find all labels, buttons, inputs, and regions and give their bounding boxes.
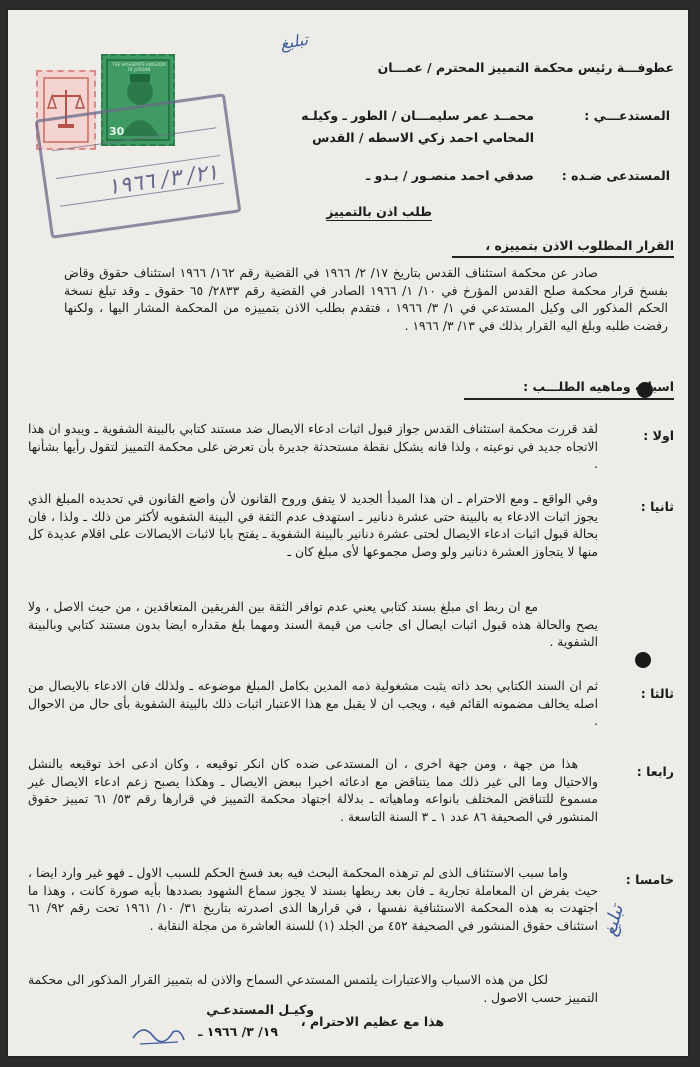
plaintiff-line-1: محمــد عمر سليمـــان / الطور ـ وكيلـه bbox=[301, 108, 534, 123]
reason-label-2: ثانيا : bbox=[640, 499, 674, 514]
defendant-label: المستدعى ضـده : bbox=[561, 168, 670, 183]
reason-text-4: هذا من جهة ، ومن جهة اخرى ، ان المستدعى ضده كان انكر توقيعه ، وكان ادعى اخذ توقيعه بالنشل والاحتيال وما الى غير ذلك مما يتناقض مع ادعائه اخيرا ببعض الايصال ـ وهكذا يصبح زعم ادعاء الايصال غير مسموع للتناقض المختلف بانواعه وماهياته ـ بدلالة اجتهاد محكمة التمييز في قرارها رقم ٥٣/ ٦١ تمييز حقوق المنشور في الصحيفة ٨٦ عدد ١ ـ ٣ السنة التاسعة . bbox=[28, 757, 598, 824]
rubber-stamp-date: ٢١/ ٣/ ١٩٦٦ bbox=[106, 160, 220, 201]
request-title: طلب اذن بالتمييز bbox=[326, 204, 432, 219]
plaintiff-line-2: المحامي احمد زكي الاسطه / القدس bbox=[312, 130, 534, 145]
plaintiff-label: المستدعـــي : bbox=[584, 108, 670, 123]
closing-request: لكل من هذه الاسباب والاعتبارات يلتمس المستدعي السماح والاذن له بتمييز القرار المذكور الى محكمة التمييز حسب الاصول . bbox=[28, 973, 598, 1005]
reason-text-3: ثم ان السند الكتابي بحد ذاته يثبت مشغولية ذمه المدين بكامل المبلغ موضوعه ـ ولذلك فان الادعاء بالايصال من اصله يخالف مضمونه القائم فيه ، ويجب ان لا يقبل مع هذا الاعتبار اثبات ذلك بالبينة الشفوية بأى حال من الاحوال . bbox=[28, 679, 598, 728]
salutation: هذا مع عظيم الاحترام ، bbox=[300, 1014, 444, 1029]
stamp-value: 30 bbox=[109, 125, 125, 138]
handwritten-note-margin: تبليغ bbox=[599, 902, 628, 939]
reason-text-5: واما سبب الاستئناف الذى لم ترهذه المحكمة البحث فيه بعد فسخ الحكم للسبب الاول ـ فهو غير وارد ايضا ، حيث بفرض ان المعاملة تجارية ـ فان بعد ربطها بسند لا يجوز سماع الشهود بصددها بأيه صورة كانت ، وهذا ما اجتهدت به هذه المحكمة الاستئنافية نفسها ، في قرارها الذى اصدرته بتاريخ ٣١/ ١٠/ ١٩٦١ تحت رقم ٩٢/ ٦١ استئناف حقوق المنشور في الصحيفة ٤٥٢ من الجلد (١) للسنة العاشرة من مجلة النقابة . bbox=[28, 866, 598, 933]
reason-text-1: لقد قررت محكمة استئناف القدس جواز قبول اثبات ادعاء الايصال ضد مستند كتابي بالبينة الشفوية ـ ويبدو ان هذا الاتجاه جديد في نوعيته ، ولذا فانه يشكل نقطة مستحدثة جديرة بأن تعرض على محكمة التمييز لتقول رأيها بشأنها . bbox=[28, 422, 598, 471]
reason-label-1: اولا : bbox=[643, 428, 674, 443]
reason-label-5: خامسا : bbox=[625, 872, 674, 887]
decision-body: صادر عن محكمة استئناف القدس بتاريخ ١٧/ ٢/ ١٩٦٦ في القضية رقم ١٦٢/ ١٩٦٦ استئناف حقوق وقاض بفسخ قرار محكمة صلح القدس المؤرخ في ١٠/ ١/ ١٩٦٦ الصادر في القضية رقم ٢٨٣٣/ ٦٥ حقوق ـ وقد تبلغ نسخة الحكم المذكور الى وكيل المستدعي في ١/ ٣/ ١٩٦٦ ، فتقدم بطلب الاذن بتمييزه من المحكمة المشار اليها ، ولكنها رفضت طلبه وبلغ اليه القرار بذلك في ١٣/ ٣/ ١٩٦٦ . bbox=[64, 266, 668, 333]
reason-text-2b: مع ان ربط اى مبلغ بسند كتابي يعني عدم توافر الثقة بين الفريقين المتعاقدين ، من حيث الاصل ، ولا يصح والحالة هذه قبول اثبات ايصال اى جانب من قيمة السند ومهما بلغ مقداره ايضا بدون مستند كتابي وبالبينة الشفوية . bbox=[28, 600, 598, 649]
reason-label-4: رابعا : bbox=[636, 764, 674, 779]
decision-heading-underline bbox=[452, 256, 674, 258]
reason-text-2: وفي الواقع ـ ومع الاحترام ـ ان هذا المبدأ الجديد لا يتفق وروح القانون لأن واضع القانون في تحديده المبلغ الذي يجوز اثبات الادعاء به بالبينة حتى عشرة دنانير ـ استهدف عدم الثقة في البينة الشفويه لأكثر من ذلك ـ ولذا ، فان بحالة قبول اثبات ادعاء الايصال لحتى عشرة دنانير بالبينة الشفوية ـ يفتح بابا لاثبات الايصالات على اقلام عديدة كل منها لا يتجاوز العشرة دنانير ولو وصل مجموعها لأى مبلغ كان ـ bbox=[28, 492, 598, 559]
defendant-line: صدقي احمد منصـور / بـدو ـ bbox=[365, 168, 534, 183]
reasons-heading: اسباب وماهيه الطلـــب : bbox=[523, 379, 674, 394]
document-page bbox=[8, 10, 688, 1056]
document-date: ١٩/ ٣/ ١٩٦٦ ـ bbox=[198, 1024, 278, 1039]
signature-label: وكيـل المستدعـي bbox=[206, 1002, 314, 1017]
stamp-caption: THE HASHEMITE KINGDOM OF JORDAN bbox=[112, 62, 166, 72]
decision-heading: القرار المطلوب الاذن بتمييزه ، bbox=[485, 238, 674, 253]
addressee: عطوفـــة رئيس محكمة التمييز المحترم / عمـــان bbox=[377, 60, 674, 75]
reason-label-3: ثالثا : bbox=[640, 686, 674, 701]
handwritten-note-top: تبليغ bbox=[278, 29, 310, 54]
reasons-heading-underline bbox=[464, 398, 674, 400]
